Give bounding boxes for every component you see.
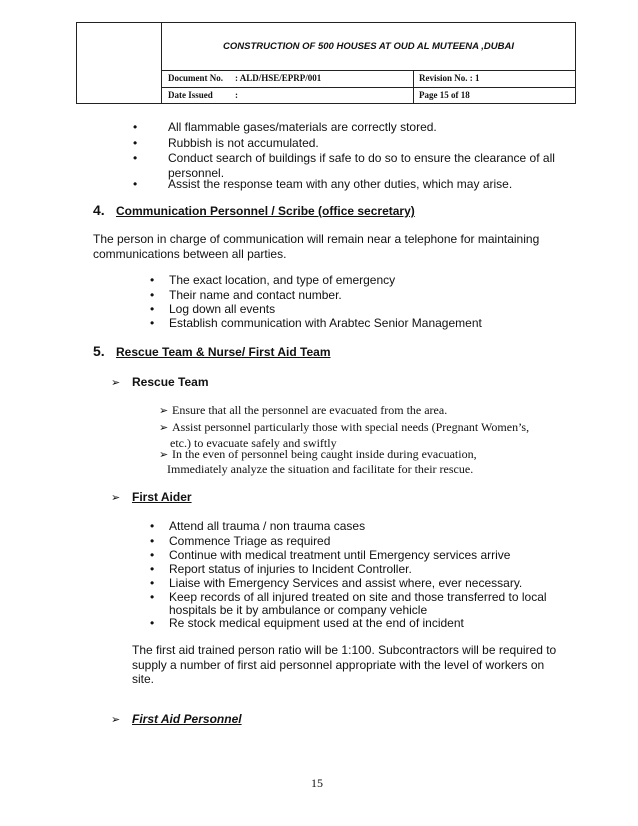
bullet-icon: • [150, 534, 155, 548]
project-title: CONSTRUCTION OF 500 HOUSES AT OUD AL MUTEENA ,DUBAI [162, 23, 575, 71]
date-issued-label: Date Issued [168, 90, 213, 100]
list-item: Their name and contact number. [169, 288, 342, 302]
paragraph-line: supply a number of first aid personnel appropriate with the level of workers on [132, 658, 545, 672]
paragraph-line: The person in charge of communication will remain near a telephone for maintaining [93, 232, 540, 246]
bullet-icon: • [150, 288, 155, 302]
section-number: 4. [93, 202, 105, 218]
list-item: Assist personnel particularly those with special needs (Pregnant Women’s, [172, 420, 530, 434]
list-item: Liaise with Emergency Services and assist where, ever necessary. [169, 576, 523, 590]
bullet-icon: • [150, 519, 155, 533]
bullet-icon: • [133, 120, 138, 134]
list-item-continuation: Immediately analyze the situation and facilitate for their rescue. [167, 462, 474, 476]
list-item: Report status of injuries to Incident Controller. [169, 562, 412, 576]
bullet-icon: • [150, 576, 155, 590]
cell-divider [413, 71, 414, 87]
section-number: 5. [93, 343, 105, 359]
document-header [76, 22, 576, 104]
page-of-total: Page 15 of 18 [419, 90, 470, 100]
list-item: In the even of personnel being caught inside during evacuation, [172, 447, 477, 461]
paragraph-line: The first aid trained person ratio will be 1:100. Subcontractors will be required to [132, 643, 557, 657]
arrow-bullet-icon: ➢ [159, 422, 169, 434]
header-row-date [162, 88, 575, 104]
list-item: Assist the response team with any other duties, which may arise. [168, 177, 513, 191]
list-item: Commence Triage as required [169, 534, 331, 548]
bullet-icon: • [150, 273, 155, 287]
bullet-icon: • [133, 177, 138, 191]
paragraph-line: communications between all parties. [93, 247, 287, 261]
list-item: Conduct search of buildings if safe to do so to ensure the clearance of all [168, 151, 555, 165]
date-issued-value: : [235, 90, 238, 100]
document-no-value: : ALD/HSE/EPRP/001 [235, 73, 322, 83]
bullet-icon: • [133, 151, 138, 165]
revision-number: Revision No. : 1 [419, 73, 480, 83]
list-item: All flammable gases/materials are correctly stored. [168, 120, 437, 134]
section-title: Communication Personnel / Scribe (office secretary) [116, 204, 415, 218]
subsection-heading: Rescue Team [132, 375, 209, 389]
paragraph-line: site. [132, 672, 155, 686]
bullet-icon: • [150, 316, 155, 330]
list-item: Keep records of all injured treated on site and those transferred to local [169, 590, 547, 604]
arrow-bullet-icon: ➢ [159, 405, 169, 417]
list-item: Continue with medical treatment until Emergency services arrive [169, 548, 511, 562]
logo-cell [77, 23, 162, 103]
arrow-bullet-icon: ➢ [111, 714, 121, 726]
list-item: The exact location, and type of emergency [169, 273, 396, 287]
arrow-bullet-icon: ➢ [111, 492, 121, 504]
arrow-bullet-icon: ➢ [159, 449, 169, 461]
header-row-document [162, 71, 575, 88]
bullet-icon: • [150, 616, 155, 630]
subsection-heading: First Aider [132, 490, 192, 504]
section-title: Rescue Team & Nurse/ First Aid Team [116, 345, 331, 359]
list-item-continuation: hospitals be it by ambulance or company vehicle [169, 603, 428, 617]
list-item-continuation: etc.) to evacuate safely and swiftly [170, 436, 337, 450]
document-no-label: Document No. [168, 73, 223, 83]
list-item: Rubbish is not accumulated. [168, 136, 319, 150]
arrow-bullet-icon: ➢ [111, 377, 121, 389]
cell-divider [413, 88, 414, 104]
list-item-continuation: personnel. [168, 166, 225, 180]
list-item: Establish communication with Arabtec Senior Management [169, 316, 482, 330]
list-item: Ensure that all the personnel are evacuated from the area. [172, 403, 448, 417]
bullet-icon: • [150, 302, 155, 316]
bullet-icon: • [150, 548, 155, 562]
list-item: Log down all events [169, 302, 276, 316]
list-item: Attend all trauma / non trauma cases [169, 519, 366, 533]
bullet-icon: • [133, 136, 138, 150]
list-item: Re stock medical equipment used at the end of incident [169, 616, 464, 630]
bullet-icon: • [150, 562, 155, 576]
bullet-icon: • [150, 590, 155, 604]
page-number: 15 [311, 776, 323, 790]
subsection-heading: First Aid Personnel [132, 712, 242, 726]
